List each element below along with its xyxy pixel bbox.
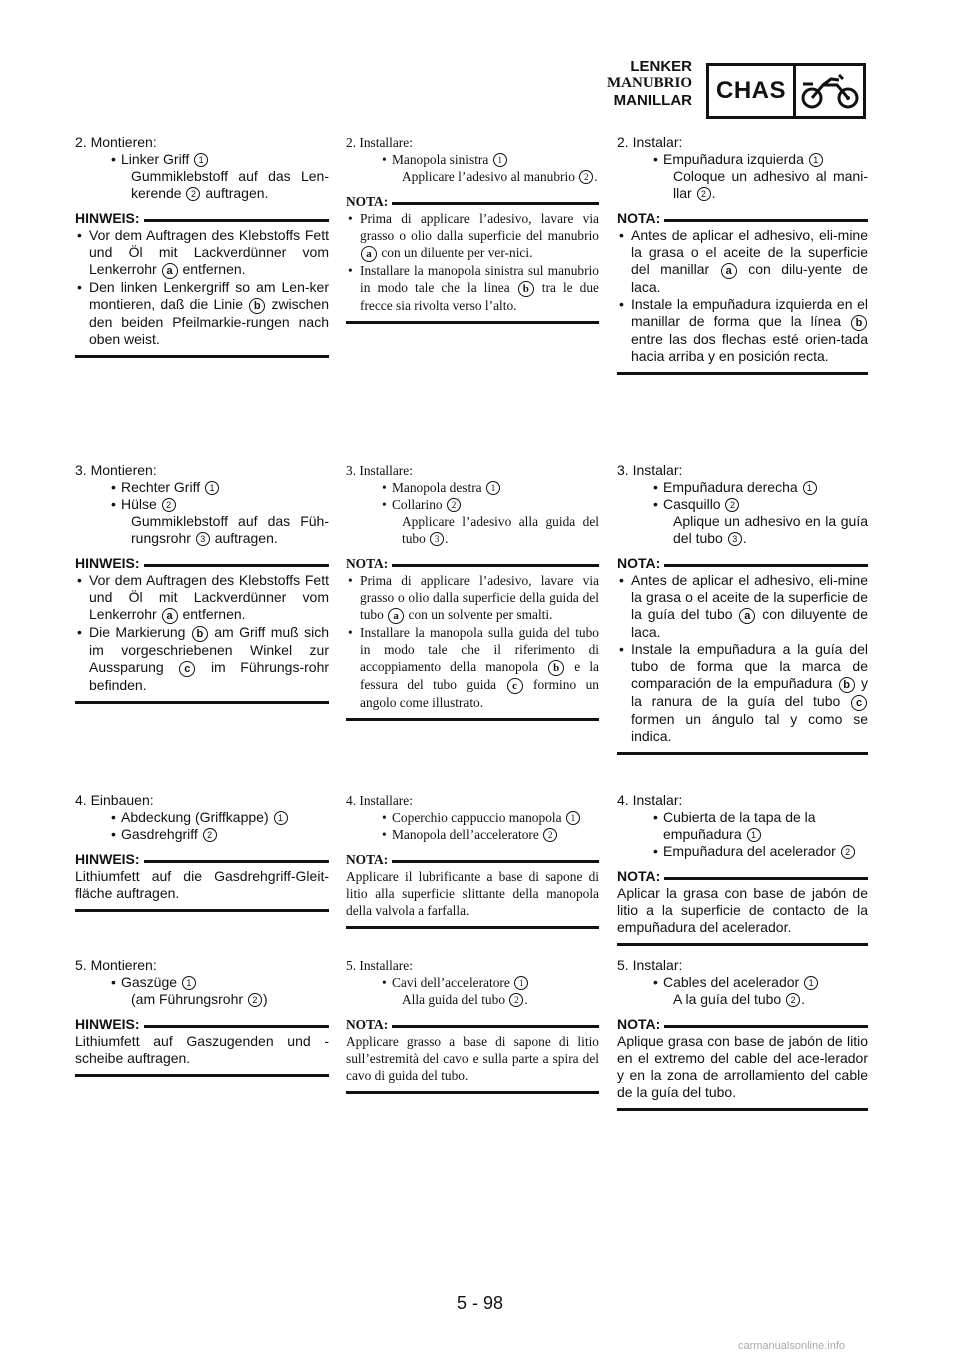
note-label: HINWEIS: xyxy=(75,210,140,226)
marker-a: a xyxy=(739,608,755,624)
step-heading: 4. Einbauen: xyxy=(75,792,154,808)
step3-de xyxy=(75,462,329,704)
note-text: entfernen. xyxy=(182,261,246,277)
marker-2: 2 xyxy=(841,845,855,859)
step5-it xyxy=(346,957,599,1094)
sub-tail: auftragen. xyxy=(205,185,269,201)
marker-1: 1 xyxy=(486,481,500,495)
note-text: Vor dem Auftragen des Klebstoffs Fett und Öl mit Lackverdünner vom Lenkerrohr xyxy=(89,572,329,622)
note-text: y la ranura de la guía del tubo xyxy=(631,675,869,709)
note-rule xyxy=(75,909,329,912)
step2-de xyxy=(75,134,329,358)
step5-es xyxy=(617,957,868,1111)
sub-tail: . xyxy=(594,169,598,184)
note-rule xyxy=(617,372,868,375)
marker-2: 2 xyxy=(248,993,262,1007)
sub-tail: . xyxy=(445,531,449,546)
item: Coperchio cappuccio manopola xyxy=(392,810,562,825)
step-heading: 3. Montieren: xyxy=(75,462,157,478)
note-rule xyxy=(346,321,599,324)
step-heading: 5. Montieren: xyxy=(75,957,157,973)
note-text: Lithiumfett auf Gaszugenden und -scheibe auftragen. xyxy=(75,1033,329,1066)
marker-1: 1 xyxy=(514,976,528,990)
note-label: HINWEIS: xyxy=(75,1016,140,1032)
marker-2: 2 xyxy=(543,828,557,842)
item: Cubierta de la tapa de la empuñadura xyxy=(663,809,816,842)
note-text: Aplique grasa con base de jabón de litio en el extremo del cable del ace-lerador y en la zona de arrollamiento del cable de la guía del tubo. xyxy=(617,1033,868,1100)
note-rule xyxy=(617,943,868,946)
sub-tail: . xyxy=(801,991,805,1007)
note-label: HINWEIS: xyxy=(75,555,140,571)
marker-3: 3 xyxy=(430,532,444,546)
note-text: im Führungs-rohr befinden. xyxy=(89,659,330,693)
marker-b: b xyxy=(839,677,855,693)
marker-b: b xyxy=(548,660,564,676)
note-rule xyxy=(75,355,329,358)
marker-1: 1 xyxy=(205,481,219,495)
title-de: LENKER xyxy=(630,58,692,75)
marker-2: 2 xyxy=(186,187,200,201)
note-label: NOTA: xyxy=(346,1017,389,1032)
item: Cavi dell’acceleratore xyxy=(392,975,510,990)
item: Manopola sinistra xyxy=(392,152,489,167)
sub-text: (am Führungsrohr xyxy=(131,991,244,1007)
note-text: Prima di applicare l’adesivo, lavare via grasso o olio dalla superficie della guida del tubo xyxy=(360,573,599,622)
sub-tail: auftragen. xyxy=(214,530,278,546)
note-rule xyxy=(75,701,329,704)
chapter-box xyxy=(706,63,866,119)
item: Empuñadura derecha xyxy=(663,479,798,495)
note-text: Die Markierung xyxy=(89,624,186,640)
item: Manopola destra xyxy=(392,480,482,495)
marker-c: c xyxy=(851,695,867,711)
note-header xyxy=(617,1016,868,1033)
marker-b: b xyxy=(249,298,265,314)
item: Manopola dell’acceleratore xyxy=(392,827,539,842)
marker-a: a xyxy=(721,263,737,279)
note-text: Installare la manopola sulla guida del tubo in modo tale che il riferimento di accoppiamento della manopola xyxy=(360,625,599,674)
note-header xyxy=(346,1016,599,1033)
note-text: Antes de aplicar el adhesivo, eli-mine la grasa o el aceite de la superficie de la guía del tubo xyxy=(631,572,868,622)
marker-2: 2 xyxy=(579,170,593,184)
item: Rechter Griff xyxy=(121,479,201,495)
marker-2: 2 xyxy=(509,993,523,1007)
step-heading: 3. Installare: xyxy=(346,463,413,478)
step2-it xyxy=(346,134,599,324)
note-text: Vor dem Auftragen des Klebstoffs Fett und Öl mit Lackverdünner vom Lenkerrohr xyxy=(89,227,329,277)
marker-1: 1 xyxy=(566,811,580,825)
marker-1: 1 xyxy=(194,153,208,167)
note-text: Aplicar la grasa con base de jabón de litio a la superficie de contacto de la empuñadura del acelerador. xyxy=(617,885,868,935)
note-text: Instale la empuñadura a la guía del tubo de forma que la marca de comparación de la empuñadura xyxy=(631,641,868,691)
marker-2: 2 xyxy=(697,187,711,201)
step-heading: 5. Instalar: xyxy=(617,957,683,973)
step-heading: 2. Instalar: xyxy=(617,134,683,150)
item: Linker Griff xyxy=(121,151,190,167)
note-text: con diluyente de laca. xyxy=(631,606,869,640)
step-heading: 2. Installare: xyxy=(346,135,413,150)
note-header xyxy=(75,1016,329,1033)
note-text: con un diluente per ver-nici. xyxy=(381,245,533,260)
note-text: formino un angolo come illustrato. xyxy=(360,677,599,710)
note-label: HINWEIS: xyxy=(75,851,140,867)
step-heading: 2. Montieren: xyxy=(75,134,157,150)
note-text: Lithiumfett auf die Gasdrehgriff-Gleit-fläche auftragen. xyxy=(75,868,329,901)
marker-c: c xyxy=(179,661,195,677)
marker-3: 3 xyxy=(196,532,210,546)
marker-1: 1 xyxy=(493,153,507,167)
marker-2: 2 xyxy=(725,498,739,512)
page-number: 5 - 98 xyxy=(456,1293,504,1313)
item: Hülse xyxy=(121,496,157,512)
note-text: tra le due frecce sia rivolta verso l’alto. xyxy=(360,280,599,313)
marker-2: 2 xyxy=(786,993,800,1007)
item: Abdeckung (Griffkappe) xyxy=(121,809,269,825)
note-header xyxy=(617,868,868,885)
note-text: Installare la manopola sinistra sul manubrio in modo tale che la linea xyxy=(360,263,599,295)
note-rule xyxy=(617,1108,868,1111)
note-rule xyxy=(617,752,868,755)
note-text: entfernen. xyxy=(182,606,246,622)
note-rule xyxy=(75,1074,329,1077)
note-label: NOTA: xyxy=(346,852,389,867)
title-it: MANUBRIO xyxy=(607,75,692,91)
note-text: con dilu-yente de laca. xyxy=(631,261,869,295)
step-heading: 5. Installare: xyxy=(346,958,413,973)
sub-tail: . xyxy=(711,185,716,201)
marker-a: a xyxy=(162,263,178,279)
marker-1: 1 xyxy=(809,153,823,167)
note-header xyxy=(346,851,599,868)
marker-2: 2 xyxy=(447,498,461,512)
sub-tail: . xyxy=(524,992,528,1007)
step4-it xyxy=(346,792,599,929)
note-header xyxy=(617,555,868,572)
note-label: NOTA: xyxy=(346,556,389,571)
item: Empuñadura izquierda xyxy=(663,151,804,167)
note-label: NOTA: xyxy=(617,868,661,884)
item: Casquillo xyxy=(663,496,721,512)
watermark-link[interactable]: carmanualsonline.info xyxy=(738,1340,846,1352)
note-text: Den linken Lenkergriff so am Len-ker montieren, daß die Linie xyxy=(89,279,329,312)
marker-a: a xyxy=(361,246,377,262)
step-heading: 4. Instalar: xyxy=(617,792,683,808)
step4-de xyxy=(75,792,329,912)
note-text: Prima di applicare l’adesivo, lavare via grasso o olio dalla superficie del manubrio xyxy=(360,211,599,243)
item: Empuñadura del acelerador xyxy=(663,843,836,859)
marker-1: 1 xyxy=(803,481,817,495)
note-header xyxy=(346,193,599,210)
sub-tail: . xyxy=(742,530,747,546)
note-rule xyxy=(346,926,599,929)
chapter-label: CHAS xyxy=(709,66,796,116)
item: Gasdrehgriff xyxy=(121,826,198,842)
marker-1: 1 xyxy=(747,828,761,842)
marker-b: b xyxy=(518,281,534,297)
marker-a: a xyxy=(388,608,404,624)
note-text: zwischen den beiden Pfeilmarkie-rungen nach oben weist. xyxy=(89,296,330,347)
note-label: NOTA: xyxy=(617,210,661,226)
note-rule xyxy=(346,1091,599,1094)
marker-1: 1 xyxy=(804,976,818,990)
note-label: NOTA: xyxy=(346,194,389,209)
sub-text: Coloque un adhesivo al mani-llar xyxy=(673,168,868,201)
step5-de xyxy=(75,957,329,1077)
note-text: Applicare grasso a base di sapone di litio sull’estremità del cavo e sulla parte a spira del cavo di guida del tubo. xyxy=(346,1034,599,1083)
note-text: e la fessura del tubo guida xyxy=(360,659,599,692)
sub-text: Applicare l’adesivo al manubrio xyxy=(402,169,575,184)
step-heading: 4. Installare: xyxy=(346,793,413,808)
step-heading: 3. Instalar: xyxy=(617,462,683,478)
note-text: am Griff muß sich im vorgeschriebenen Winkel zur Aussparung xyxy=(89,624,329,675)
note-text: con un solvente per smalti. xyxy=(408,607,553,622)
item: Collarino xyxy=(392,497,443,512)
note-text: entre las dos flechas esté orien-tada hacia arriba y en posición recta. xyxy=(631,331,868,364)
title-es: MANILLAR xyxy=(613,92,692,109)
marker-3: 3 xyxy=(728,532,742,546)
step4-es xyxy=(617,792,868,946)
marker-1: 1 xyxy=(182,976,196,990)
note-header xyxy=(75,851,329,868)
item: Cables del acelerador xyxy=(663,974,800,990)
note-header xyxy=(346,555,599,572)
note-text: Antes de aplicar el adhesivo, eli-mine la grasa o el aceite de la superficie del manillar xyxy=(631,227,868,277)
marker-2: 2 xyxy=(203,828,217,842)
note-label: NOTA: xyxy=(617,555,661,571)
sub-tail: ) xyxy=(262,991,268,1007)
sub-text: Aplique un adhesivo en la guía del tubo xyxy=(673,513,868,546)
sub-text: A la guía del tubo xyxy=(673,991,782,1007)
step2-es xyxy=(617,134,868,375)
step3-es xyxy=(617,462,868,755)
marker-2: 2 xyxy=(162,498,176,512)
marker-b: b xyxy=(192,626,208,642)
note-label: NOTA: xyxy=(617,1016,661,1032)
note-text: Applicare il lubrificante a base di sapone di litio alla superficie slittante della manopola della valvola a farfalla. xyxy=(346,869,599,918)
sub-text: Applicare l’adesivo alla guida del tubo xyxy=(402,514,599,546)
note-rule xyxy=(346,718,599,721)
note-text: formen un ángulo tal y como se indica. xyxy=(631,711,868,744)
item: Gaszüge xyxy=(121,974,178,990)
sub-text: Gummiklebstoff auf das Len-kerende xyxy=(131,168,329,201)
marker-b: b xyxy=(851,315,867,331)
note-header xyxy=(75,555,329,572)
motorcycle-icon xyxy=(796,66,863,116)
note-header xyxy=(75,210,329,227)
sub-text: Gummiklebstoff auf das Füh-rungsrohr xyxy=(131,513,329,546)
section-titles xyxy=(607,58,692,109)
marker-1: 1 xyxy=(274,811,288,825)
marker-c: c xyxy=(507,678,523,694)
step3-it xyxy=(346,462,599,721)
note-text: Instale la empuñadura izquierda en el manillar de forma que la línea xyxy=(631,296,868,329)
marker-a: a xyxy=(162,608,178,624)
sub-text: Alla guida del tubo xyxy=(402,992,506,1007)
note-header xyxy=(617,210,868,227)
